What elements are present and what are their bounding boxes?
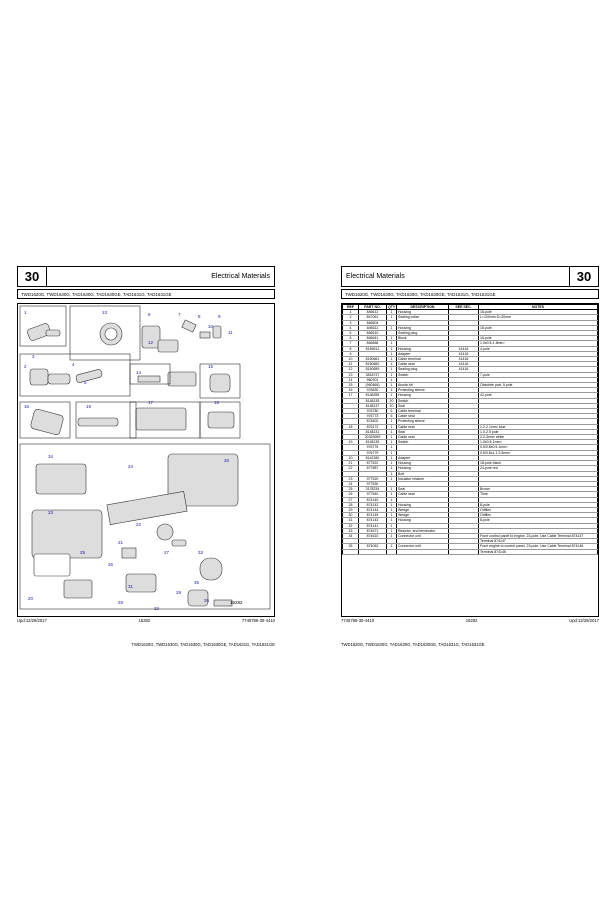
table-cell: Sealing collar [397,315,449,320]
table-cell: 4 [343,325,359,330]
table-cell: 1 [387,362,397,367]
table-cell: 20 [387,398,397,403]
table-cell: Adapter [397,455,449,460]
table-cell: 1 [387,476,397,481]
table-cell: Seal [397,429,449,434]
table-cell: 977530 [359,481,387,486]
callout-label: 11 [228,330,233,335]
table-cell: 1 [387,351,397,356]
footer-code: 16282 [465,618,478,623]
table-cell: Terminal 874147 [479,539,598,544]
bottom-model-list: TWD1620G, TWD1630G, TAD1630G, TAD1630GE, TAD1631G, TAD1631GE [341,642,485,647]
table-cell: 1.2-2.1mm² blue [479,424,598,429]
table-cell: 1 [387,388,397,393]
table-cell: 28 [343,502,359,507]
table-cell: 8148135 [359,398,387,403]
footer-doc-number: 7745786-30-4410 [341,618,375,623]
table-cell: 976773 [359,414,387,419]
bottom-model-list: TWD1620G, TWD1630G, TAD1630G, TAD1630GE, TAD1631G, TAD1631GE [131,642,275,647]
table-cell: 41416 [449,367,479,372]
table-cell: 1.0-2.5 pole [479,429,598,434]
callout-label: 24 [128,464,134,469]
table-cell: 1 [387,492,397,497]
exploded-view-drawing [18,304,274,614]
column-header: QTY [388,305,396,309]
table-cell: Housing [397,466,449,471]
table-cell [397,549,449,554]
table-cell: 8-pole [479,502,598,507]
left-page [17,266,275,647]
parts-table [342,304,598,555]
table-cell: 846604 [359,320,387,325]
callout-label: 8 [198,314,201,319]
table-cell: 1 [387,533,397,538]
table-cell: Orifflex [479,513,598,518]
table-cell: 1 [387,346,397,351]
table-cell: Orifflex [479,507,598,512]
table-cell: 3818737 [359,372,387,377]
table-cell: 16-pole [479,310,598,315]
table-cell: 12 [343,367,359,372]
table-cell: 4-pole [479,346,598,351]
table-cell: Housing [397,461,449,466]
model-list: TWD1620G, TWD1630G, TAD1630G, TAD1630GE, TAD1631G, TAD1631GE [341,289,599,299]
table-cell: 29 [343,507,359,512]
table-cell: 874144 [359,507,387,512]
table-cell: 846641 [359,336,387,341]
table-cell: Wedge [397,513,449,518]
table-cell: (960466) [359,383,387,388]
diagram-id: 16282 [230,600,243,605]
table-cell: 1 [387,429,397,434]
table-cell: 874610 [359,533,387,538]
callout-label: 25 [80,550,86,555]
right-page [341,266,599,647]
callout-label: 31 [128,584,134,589]
callout-label: 17 [148,400,154,405]
table-cell: 8150659 [359,367,387,372]
table-cell: 1 [387,419,397,424]
table-cell: 1 [387,341,397,346]
callout-label: 18 [214,400,220,405]
table-cell: 24-pole red [479,466,598,471]
left-footer [17,618,275,623]
table-cell: Sealing plug [397,331,449,336]
table-cell: 27 [343,497,359,502]
right-footer [341,618,599,623]
table-cell: 16-pole [479,325,598,330]
callout-label: 19 [86,404,92,409]
table-cell: 35 [343,544,359,549]
parts-diagram [17,303,275,617]
table-cell: 8 [343,346,359,351]
footer-doc-number: 7745786-30-4410 [241,618,275,623]
table-cell: 1 [387,507,397,512]
callout-label: 12 [148,340,154,345]
footer-code: 16282 [138,618,151,623]
callout-label: 26 [108,562,114,567]
table-cell: 25 [343,487,359,492]
table-cell: 1 [387,440,397,445]
table-cell: 1 [343,310,359,315]
table-cell: 6 [343,336,359,341]
table-cell: Housing [397,502,449,507]
table-cell: 8148137 [359,403,387,408]
column-header: REF [343,305,359,310]
table-cell: 874143 [359,518,387,523]
table-cell: 31 [343,518,359,523]
table-cell: Housing [397,325,449,330]
table-cell: 1 [387,325,397,330]
table-cell: Housing [397,393,449,398]
table-cell: Switch [397,440,449,445]
callout-label: 1 [24,310,27,315]
table-cell: 42-pole [479,393,598,398]
footer-date: Upd:12/29/2017 [17,618,47,623]
table-cell: 1 [387,357,397,362]
parts-table-frame [341,303,599,617]
table-cell: 1 [387,528,397,533]
table-cell: 10 [343,357,359,362]
table-cell: 20 [343,455,359,460]
table-cell: Time [479,492,598,497]
table-cell: 874062 [359,544,387,549]
column-header: PART NO. [359,305,387,310]
table-cell: 1.0x0.5-1.5mm² [479,341,598,346]
table-cell: 8-pole [479,518,598,523]
column-header: NOTES [479,305,598,310]
callout-label: 27 [164,550,170,555]
table-cell: 33 [343,528,359,533]
table-cell: Housing [397,518,449,523]
table-cell: 8148135 [359,440,387,445]
table-cell: 15 [343,383,359,388]
callout-label: 22 [136,522,142,527]
table-cell: 26 [343,492,359,497]
table-cell: 960301 [359,377,387,382]
table-cell: 16 [343,388,359,393]
table-cell: 7 [343,341,359,346]
model-list: TWD1620G, TWD1630G, TAD1630G, TAD1630GE, TAD1631G, TAD1631GE [17,289,275,299]
table-cell: Resistor, end terminator [397,528,449,533]
table-cell: 846666 [359,341,387,346]
table-cell: 9 [343,351,359,356]
table-cell: 41416 [449,351,479,356]
table-cell: 2.2-3mm² white [479,435,598,440]
table-cell: 8142180 [359,455,387,460]
callout-label: 30 [224,458,230,463]
table-cell: 846611 [359,325,387,330]
table-cell: Cable terminal [397,357,449,362]
right-header [341,266,599,287]
table-cell: 24 [343,481,359,486]
table-cell: 1 [387,497,397,502]
table-cell: 7-pole [479,372,598,377]
column-header: DESCRIPTION [397,305,449,310]
table-cell: 976830 [359,388,387,393]
callout-label: 2 [24,364,27,369]
table-cell: Cable seal [397,362,449,367]
section-number: 30 [569,267,598,286]
callout-label: 32 [154,606,160,611]
table-cell: 1 [387,471,397,476]
table-cell: 1 [387,513,397,518]
table-cell: 1 [387,372,397,377]
column-header: SEE SEC. [449,305,479,310]
table-cell: 1 [387,445,397,450]
table-cell: 17 [343,393,359,398]
table-cell: Cable seal [397,414,449,419]
table-cell: 1 [387,424,397,429]
table-cell: Front engine to control panel, 23-pole. Use Cable Terminal 874146 [479,544,598,549]
table-cell: 14 [343,377,359,382]
table-cell: 874140 [359,497,387,502]
table-cell: 32 [343,523,359,528]
table-cell: Connector unit [397,533,449,538]
table-cell: Anode kit [397,383,449,388]
table-cell: 41416 [449,357,479,362]
table-cell: 1 [387,518,397,523]
table-row [343,549,598,554]
table-cell: 1 [387,466,397,471]
table-cell [359,549,387,554]
table-cell: 846610 [359,331,387,336]
callout-label: 5 [84,380,87,385]
table-cell: Cable seal [397,424,449,429]
callout-label: 9 [218,314,221,319]
callout-label: 10 [208,324,214,329]
table-cell: 1 [387,336,397,341]
table-cell: 1 [387,393,397,398]
callout-label: 23 [48,510,54,515]
callout-label: 29 [176,590,182,595]
callout-label: 13 [102,310,108,315]
table-cell: 1 [387,455,397,460]
table-cell: 874145 [359,513,387,518]
table-cell: 11 [343,362,359,367]
table-cell: 877887 [359,466,387,471]
callout-label: 16 [24,404,30,409]
table-cell: 0.5/0.8x1.1-2.5mm² [479,450,598,455]
table-cell: 876172 [359,424,387,429]
table-cell: 41416 [449,346,479,351]
table-cell: 1.0x0.5-1mm² [479,440,598,445]
table-cell: Protecting sleeve [397,419,449,424]
table-cell: 8148255 [359,393,387,398]
table-cell: 6 [387,409,397,414]
table-cell: Switch [397,372,449,377]
table-cell: Insulator retainer [397,476,449,481]
table-cell: 977520 [359,476,387,481]
callout-label: 4 [72,362,75,367]
table-cell: Sealing plug [397,367,449,372]
table-cell: Protecting sleeve [397,388,449,393]
table-cell: Terminal 874146 [479,549,598,554]
page-title: Electrical Materials [211,273,270,280]
table-cell: L=100mm D=20mm [479,315,598,320]
table-cell: Cable terminal [397,409,449,414]
table-cell: 1 [387,502,397,507]
callout-label: 28 [118,600,124,605]
table-cell: 3 [343,320,359,325]
table-cell: 30 [343,513,359,518]
table-cell [343,549,359,554]
table-cell: 8148131 [359,429,387,434]
table-cell: Wedge [397,507,449,512]
table-cell: 8150661 [359,357,387,362]
table-cell: Brown [479,487,598,492]
table-cell [449,549,479,554]
callout-label: 34 [48,454,54,459]
table-cell [387,549,397,554]
callout-label: 36 [204,598,210,603]
table-cell: 1 [387,487,397,492]
table-cell: 8159612 [359,346,387,351]
table-cell: Front control panel to engine, 23-pole. Use Cable Terminal 874147 [479,533,598,538]
table-cell: 0.5/0.8x0.5-1mm² [479,445,598,450]
table-cell: 5 [343,331,359,336]
table-cell: Seal [397,487,449,492]
table-cell: 13 [343,372,359,377]
callout-label: 33 [198,550,204,555]
table-cell: Seal [397,403,449,408]
table-cell: Cable seal [397,435,449,440]
callout-label: 14 [136,370,142,375]
page-title: Electrical Materials [346,273,405,280]
footer-date: Upd:12/29/2017 [569,618,599,623]
callout-label: 21 [118,540,124,545]
table-cell: 18 [343,424,359,429]
callout-label: 7 [178,312,181,317]
table-cell: 18-pole black [479,461,598,466]
table-cell: 41416 [449,362,479,367]
callout-label: 15 [208,364,214,369]
table-cell: 877522 [359,461,387,466]
table-cell: Connector unit [397,544,449,549]
table-body [343,310,598,555]
table-cell: 1 [387,367,397,372]
table-cell: 1 [387,377,397,382]
table-cell: 21 [343,461,359,466]
table-cell: 976776 [359,445,387,450]
callout-label: 35 [194,580,200,585]
table-cell: 34 [343,533,359,538]
table-cell: 1 [387,383,397,388]
table-cell: 874602 [359,419,387,424]
table-cell: 1 [387,310,397,315]
table-cell: 16-pole [479,336,598,341]
table-cell: Switch [397,398,449,403]
table-cell: Cable seal [397,492,449,497]
table-cell: 1 [387,435,397,440]
table-cell: 1 [387,461,397,466]
table-cell: 874142 [359,502,387,507]
table-cell: 874141 [359,523,387,528]
table-cell: 1 [387,523,397,528]
table-cell: 976780 [359,409,387,414]
callout-label: 3 [32,354,35,359]
table-cell: 1 [387,450,397,455]
table-cell: 22 [343,466,359,471]
table-cell: 8150660 [359,362,387,367]
table-cell: 3178234 [359,487,387,492]
callout-label: 6 [148,312,151,317]
table-cell: Obsolete part, 5 pole [479,383,598,388]
table-cell: 6 [387,414,397,419]
table-cell: 23 [343,476,359,481]
left-header [17,266,275,287]
table-cell: 19 [343,440,359,445]
table-cell: 2 [343,315,359,320]
table-cell: Adapter [397,351,449,356]
callout-label: 20 [28,596,34,601]
table-cell: Housing [397,310,449,315]
table-cell: Block [397,336,449,341]
table-cell: 874671 [359,528,387,533]
table-cell: 20329089 [359,435,387,440]
table-cell: 20 [387,403,397,408]
table-cell: 1 [387,544,397,549]
table-cell: Bolt [397,471,449,476]
table-cell: 976779 [359,450,387,455]
table-cell: 977540 [359,492,387,497]
table-cell: 1 [387,315,397,320]
table-cell: 846612 [359,310,387,315]
table-cell: 847061 [359,315,387,320]
section-number: 30 [18,267,47,286]
table-cell: Housing [397,346,449,351]
